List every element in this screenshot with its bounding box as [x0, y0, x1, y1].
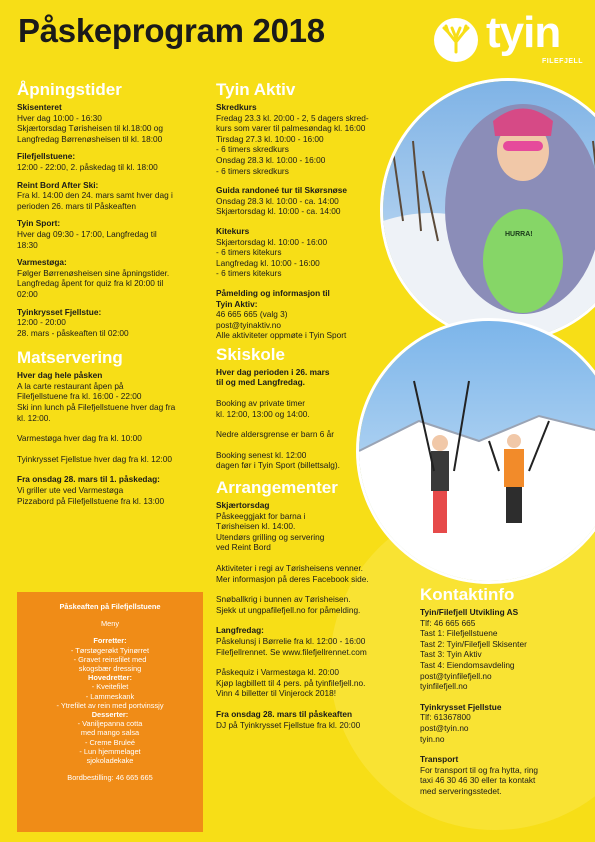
arr-line: Påskeeggjakt for barna i: [216, 510, 306, 521]
skole-line: Booking av private timer: [216, 398, 306, 409]
opening-line: 28. mars - påskeaften til 02:00: [17, 327, 129, 338]
menu-item: sjokoladekake: [86, 756, 134, 766]
skredkurs-line: kurs som varer til palmesøndag kl. 16:00: [216, 123, 366, 134]
skole-line: Nedre aldersgrense er barn 6 år: [216, 429, 335, 440]
food-line: Varmestøga hver dag fra kl. 10:00: [17, 433, 142, 444]
skredkurs-block: [216, 102, 416, 176]
arr-line: Utendørs grilling og servering: [216, 531, 325, 542]
opening-line: Hver dag 09:30 - 17:00, Langfredag til: [17, 228, 157, 239]
quiz-block: [216, 667, 416, 699]
lang-block: [216, 625, 416, 657]
arr-line: Sjekk ut ungpafilefjell.no for påmelding.: [216, 604, 361, 615]
arr-line: Mer informasjon på deres Facebook side.: [216, 573, 369, 584]
easter-menu-box: [17, 592, 203, 832]
food-line: Vi griller ute ved Varmestøga: [17, 485, 124, 496]
skole-head: Hver dag perioden i 26. mars: [216, 366, 330, 377]
tr-line: med serveringsstedet.: [420, 785, 502, 796]
tk-line: Tlf: 61367800: [420, 712, 471, 723]
food-line: kl. 12:00.: [17, 412, 51, 423]
menu-item: - Vaniljepanna cotta: [77, 719, 143, 729]
food-heading: Matservering: [17, 348, 123, 368]
kite-head: Kitekurs: [216, 225, 250, 236]
tr-line: taxi 46 30 46 30 eller ta kontakt: [420, 775, 536, 786]
right-column: [420, 585, 590, 804]
kite-block: [216, 226, 416, 279]
skredkurs-head: Skredkurs: [216, 102, 257, 112]
pameld-head: Tyin Aktiv:: [216, 298, 258, 309]
photo-sign-text: HURRA!: [505, 231, 533, 238]
skole-heading: Skiskole: [216, 344, 285, 364]
org-line: Tlf: 46 665 665: [420, 617, 476, 628]
aktiv-heading: Tyin Aktiv: [216, 80, 296, 99]
skole-block: [216, 450, 416, 471]
org-line: Tast 2: Tyin/Filefjell Skisenter: [420, 638, 527, 649]
opening-heading: Åpningstider: [17, 80, 122, 99]
opening-line: 12:00 - 22:00, 2. påskedag til kl. 18:00: [17, 161, 158, 172]
org-line: tyinfilefjell.no: [420, 681, 468, 692]
food-line: A la carte restaurant åpen på: [17, 380, 124, 391]
opening-line: Skjærtorsdag Tørisheisen til kl.18:00 og: [17, 123, 164, 134]
quiz-line: Kjøp lagbillett til 4 pers. på tyinfilefjell.no.: [216, 677, 366, 688]
menu-item: - Gravet reinsfilet med: [73, 654, 147, 664]
skole-block: [216, 367, 416, 388]
lang-line: Påskelunsj i Børrelie fra kl. 12:00 - 16:00: [216, 635, 366, 646]
arr-line: Snøballkrig i bunnen av Tørisheisen.: [216, 594, 351, 605]
arr-line: Aktiviteter i regi av Tørisheisens venner.: [216, 563, 363, 573]
pameld-line: 46 665 665 (valg 3): [216, 309, 288, 320]
tk-block: [420, 702, 590, 744]
food-block: [17, 474, 212, 506]
arr-head: Skjærtorsdag: [216, 500, 270, 511]
menu-subtitle: Meny: [100, 619, 120, 629]
lang-head: Langfredag:: [216, 625, 264, 636]
menu-section-head: Hovedretter:: [88, 673, 132, 683]
opening-block: [17, 151, 212, 172]
skole-head: til og med Langfredag.: [216, 377, 305, 388]
food-line: Filefjellstuene fra kl. 16:00 - 22:00: [17, 391, 142, 402]
fra-line: DJ på Tyinkrysset Fjellstue fra kl. 20:00: [216, 719, 361, 730]
skredkurs-line: Tirsdag 27.3 kl. 10:00 - 16:00: [216, 133, 324, 144]
org-block: [420, 607, 590, 692]
logo-wordmark: tyin: [486, 8, 561, 57]
food-block: [17, 370, 212, 423]
opening-head: Filefjellstuene:: [17, 151, 76, 162]
opening-line: perioden 26. mars til Påskeaften: [17, 200, 136, 211]
org-head: Tyin/Filefjell Utvikling AS: [420, 607, 519, 617]
menu-item: med mango salsa: [80, 728, 140, 738]
opening-block: [17, 307, 212, 339]
menu-item: - Lun hjemmelaget: [79, 746, 141, 756]
middle-column: [216, 80, 416, 737]
arr-heading: Arrangementer: [216, 478, 338, 498]
fra-head: Fra onsdag 28. mars til påskeaften: [216, 708, 353, 719]
arr-block: [216, 594, 416, 615]
skredkurs-line: - 6 timers skredkurs: [216, 144, 289, 155]
opening-block: [17, 102, 212, 144]
guida-line: Skjærtorsdag kl. 10:00 - ca. 14:00: [216, 206, 341, 217]
menu-booking: Bordbestilling: 46 665 665: [67, 773, 153, 783]
fra-block: [216, 709, 416, 730]
quiz-line: Påskequiz i Varmestøga kl. 20:00: [216, 667, 339, 678]
skredkurs-line: Onsdag 28.3 kl. 10:00 - 16:00: [216, 154, 326, 165]
menu-item: - Creme Bruleé: [84, 737, 136, 747]
opening-head: Skisenteret: [17, 102, 62, 112]
left-column: [17, 80, 212, 513]
opening-head: Tyinkrysset Fjellstue:: [17, 306, 102, 317]
opening-line: 02:00: [17, 288, 38, 299]
skredkurs-line: - 6 timers skredkurs: [216, 165, 289, 176]
food-line: Ski inn lunch på Filefjellstuene hver dag fra: [17, 402, 176, 413]
opening-line: 18:30: [17, 239, 38, 250]
guida-head: Guida randoneé tur til Skørsnøse: [216, 185, 347, 196]
kite-line: Langfredag kl. 10:00 - 16:00: [216, 257, 320, 268]
opening-line: Langfredag åpent for quiz fra kl 20:00 til: [17, 278, 164, 289]
opening-head: Reint Bord After Ski:: [17, 179, 99, 190]
skole-line: Booking senest kl. 12:00: [216, 449, 307, 460]
arr-block: [216, 500, 416, 553]
pameld-head: Påmelding og informasjon til: [216, 287, 330, 298]
menu-title: Påskeaften på Filefjellstuene: [59, 602, 161, 611]
page-title: Påskeprogram 2018: [18, 12, 325, 49]
opening-line: 12:00 - 20:00: [17, 317, 66, 328]
org-line: Tast 4: Eiendomsavdeling: [420, 659, 515, 670]
skole-line: dagen før i Tyin Sport (billettsalg).: [216, 460, 340, 471]
opening-head: Tyin Sport:: [17, 218, 61, 229]
arr-line: Tørisheisen kl. 14:00.: [216, 521, 296, 532]
menu-section-head: Desserter:: [91, 710, 129, 720]
food-line: Tyinkrysset Fjellstue hver dag fra kl. 12:00: [17, 453, 172, 464]
menu-item: skogsbær dressing: [78, 664, 142, 674]
guida-block: [216, 185, 416, 217]
pameld-block: [216, 288, 416, 341]
skole-line: kl. 12:00, 13:00 og 14:00.: [216, 408, 310, 419]
menu-item: - Tørstøgerøkt Tyinørret: [70, 645, 150, 655]
tk-line: post@tyin.no: [420, 722, 469, 733]
antler-icon: [434, 18, 478, 62]
tk-line: tyin.no: [420, 733, 445, 744]
opening-line: Langfredag Børrenøsheisen til kl. 18:00: [17, 133, 163, 144]
opening-block: [17, 180, 212, 212]
tyin-logo: [434, 8, 584, 70]
food-head: Fra onsdag 28. mars til 1. påskedag:: [17, 474, 160, 485]
tk-head: Tyinkrysset Fjellstue: [420, 701, 502, 712]
opening-block: [17, 257, 212, 299]
arr-line: ved Reint Bord: [216, 542, 271, 553]
arr-block: [216, 563, 416, 584]
skredkurs-line: Fredag 23.3 kl. 20:00 - 2, 5 dagers skred-: [216, 112, 369, 123]
opening-line: Hver dag 10:00 - 16:30: [17, 112, 102, 123]
kite-line: - 6 timers kitekurs: [216, 247, 282, 258]
tr-block: [420, 754, 590, 796]
opening-line: Fra kl. 14:00 den 24. mars samt hver dag i: [17, 190, 173, 201]
org-line: post@tyinfilefjell.no: [420, 670, 492, 681]
org-line: Tast 3: Tyin Aktiv: [420, 649, 482, 660]
menu-section-head: Forretter:: [93, 636, 127, 646]
contact-heading: Kontaktinfo: [420, 585, 515, 604]
food-head: Hver dag hele påsken: [17, 370, 103, 381]
tr-head: Transport: [420, 754, 459, 765]
opening-line: Følger Børrenøsheisen sine åpningstider.: [17, 267, 170, 278]
kite-line: - 6 timers kitekurs: [216, 268, 282, 279]
kite-line: Skjærtorsdag kl. 10:00 - 16:00: [216, 236, 328, 247]
quiz-line: Vinn 4 billetter til Vinjerock 2018!: [216, 688, 337, 699]
lang-line: Filefjellrennet. Se www.filefjellrennet.com: [216, 646, 367, 657]
menu-item: - Kveitefilet: [91, 682, 129, 692]
pameld-line: post@tyinaktiv.no: [216, 319, 281, 330]
logo-subtitle: FILEFJELL: [542, 58, 584, 65]
skole-block: [216, 398, 416, 419]
menu-item: - Lammeskank: [85, 691, 135, 701]
guida-line: Onsdag 28.3 kl. 10:00 - ca. 14:00: [216, 195, 339, 206]
menu-item: - Ytrefilet av rein med portvinssjy: [56, 700, 164, 710]
opening-block: [17, 218, 212, 250]
food-line: Pizzabord på Filefjellstuene fra kl. 13:00: [17, 495, 165, 506]
pameld-line: Alle aktiviteter oppmøte i Tyin Sport: [216, 330, 347, 341]
org-line: Tast 1: Filefjellstuene: [420, 628, 498, 639]
opening-head: Varmestøga:: [17, 257, 67, 268]
tr-line: For transport til og fra hytta, ring: [420, 764, 539, 775]
